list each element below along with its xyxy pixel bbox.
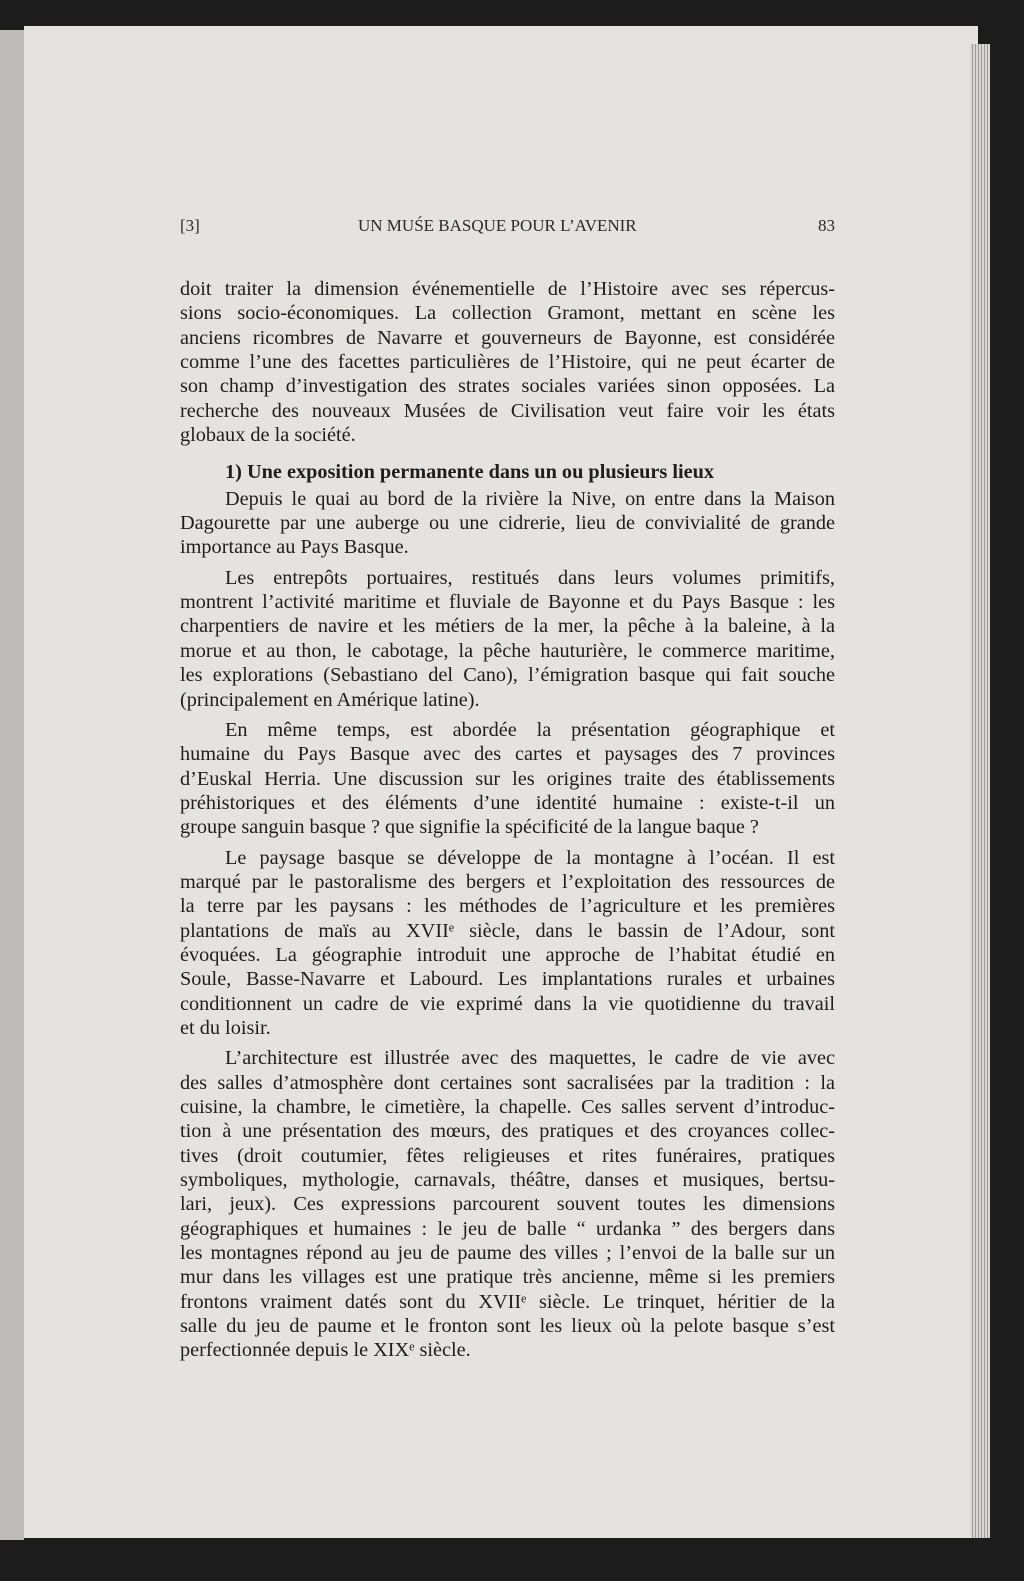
text-line: des salles d’atmosphère dont certaines sont sacralisées par la tradition : la <box>180 1071 835 1094</box>
text-line: Le paysage basque se développe de la montagne à l’océan. Il est <box>225 846 835 869</box>
body-text <box>180 277 835 1363</box>
text-line: et du loisir. <box>180 1016 271 1039</box>
text-line: humaine du Pays Basque avec des cartes et paysages des 7 provinces <box>180 743 835 766</box>
section-number: [3] <box>180 216 200 235</box>
text-line: salle du jeu de paume et le fronton sont les lieux où la pelote basque s’est <box>180 1315 835 1338</box>
text-line: tion à une présentation des mœurs, des pratiques et des croyances collec- <box>180 1120 835 1143</box>
text-line: les montagnes répond au jeu de paume des villes ; l’envoi de la balle sur un <box>180 1242 835 1265</box>
text-line: L’architecture est illustrée avec des maquettes, le cadre de vie avec <box>225 1047 835 1070</box>
text-line: perfectionnée depuis le XIXᵉ siècle. <box>180 1339 471 1362</box>
text-line: charpentiers de navire et les métiers de la mer, la pêche à la baleine, à la <box>180 615 835 638</box>
section-heading: 1) Une exposition permanente dans un ou plusieurs lieux <box>225 461 715 484</box>
text-line: Depuis le quai au bord de la rivière la Nive, on entre dans la Maison <box>225 487 835 510</box>
text-line: mur dans les villages est une pratique très ancienne, même si les premiers <box>180 1266 835 1289</box>
text-line: doit traiter la dimension événementielle de l’Histoire avec ses répercus- <box>180 278 835 300</box>
text-line: lari, jeux). Ces expressions parcourent souvent toutes les dimensions <box>180 1193 835 1216</box>
text-line: (principalement en Amérique latine). <box>180 688 480 711</box>
running-title: UN MUŚE BASQUE POUR L’AVENIR <box>358 216 637 235</box>
text-line: globaux de la société. <box>180 424 356 447</box>
text-line: recherche des nouveaux Musées de Civilisation veut faire voir les états <box>180 399 835 422</box>
text-line: sions socio-économiques. La collection Gramont, mettant en scène les <box>180 302 835 325</box>
text-line: montrent l’activité maritime et fluviale de Bayonne et du Pays Basque : les <box>180 591 835 614</box>
text-line: Soule, Basse-Navarre et Labourd. Les implantations rurales et urbaines <box>180 968 835 991</box>
text-line: évoquées. La géographie introduit une approche de l’habitat étudié en <box>180 943 835 966</box>
text-line: symboliques, mythologie, carnavals, théâtre, danses et musiques, bertsu- <box>180 1169 835 1192</box>
text-line: les explorations (Sebastiano del Cano), l’émigration basque qui fait souche <box>180 664 835 687</box>
text-line: morue et au thon, le cabotage, la pêche hauturière, le commerce maritime, <box>180 639 835 662</box>
text-line: Les entrepôts portuaires, restitués dans leurs volumes primitifs, <box>225 566 835 589</box>
text-line: groupe sanguin basque ? que signifie la spécificité de la langue baque ? <box>180 816 759 839</box>
text-line: plantations de maïs au XVIIᵉ siècle, dans le bassin de l’Adour, sont <box>180 919 835 942</box>
text-line: tives (droit coutumier, fêtes religieuses et rites funéraires, pratiques <box>180 1144 835 1167</box>
text-line: anciens ricombres de Navarre et gouverneurs de Bayonne, est considérée <box>180 326 835 349</box>
page-number: 83 <box>818 216 835 235</box>
text-line: marqué par le pastoralisme des bergers et l’exploitation des ressources de <box>180 870 835 893</box>
text-line: frontons vraiment datés sont du XVIIᵉ siècle. Le trinquet, héritier de la <box>180 1290 835 1313</box>
text-line: la terre par les paysans : les méthodes de l’agriculture et les premières <box>180 895 835 918</box>
text-line: géographiques et humaines : le jeu de balle “ urdanka ” des bergers dans <box>180 1217 835 1240</box>
text-line: importance au Pays Basque. <box>180 536 409 559</box>
text-line: son champ d’investigation des strates sociales variées sinon opposées. La <box>180 375 835 398</box>
text-line: cuisine, la chambre, le cimetière, la chapelle. Ces salles servent d’introduc- <box>180 1096 835 1118</box>
page-edges <box>970 44 990 1538</box>
text-line: Dagourette par une auberge ou une cidrerie, lieu de convivialité de grande <box>180 512 835 535</box>
adjacent-page-edge <box>0 30 24 1540</box>
text-line: comme l’une des facettes particulières de l’Histoire, qui ne peut écarter de <box>180 351 835 374</box>
text-line: En même temps, est abordée la présentation géographique et <box>225 718 835 741</box>
text-line: d’Euskal Herria. Une discussion sur les origines traite des établissements <box>180 767 835 790</box>
text-line: préhistoriques et des éléments d’une identité humaine : existe-t-il un <box>180 791 835 814</box>
text-line: conditionnent un cadre de vie exprimé dans la vie quotidienne du travail <box>180 992 835 1015</box>
